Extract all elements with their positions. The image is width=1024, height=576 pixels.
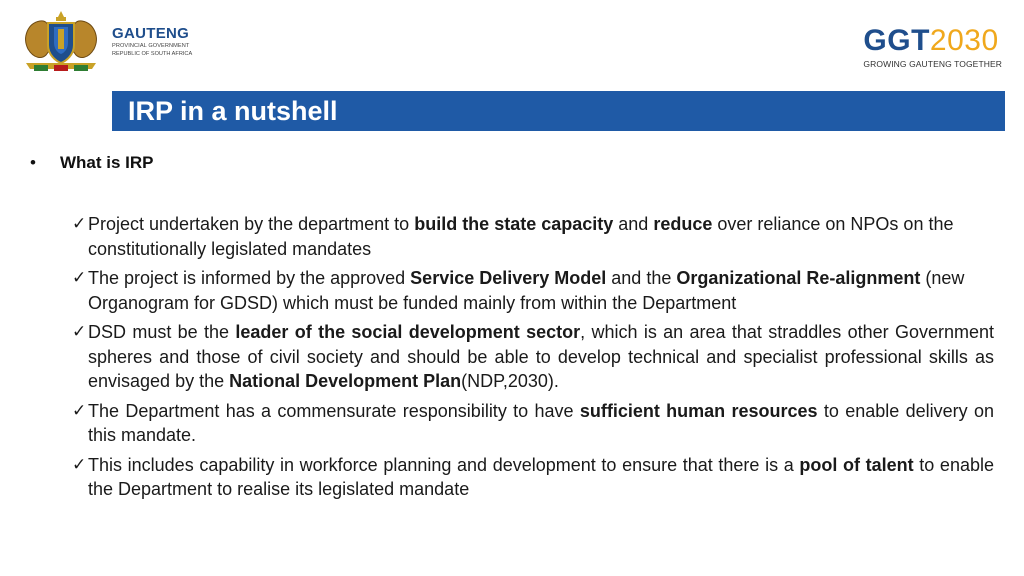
gauteng-logo-sub1: PROVINCIAL GOVERNMENT [112, 43, 190, 50]
list-item-text: The Department has a commensurate responsibility to have sufficient human resources to enable delivery on this mandate. [88, 400, 994, 445]
checkmark-icon: ✓ [72, 322, 87, 341]
list-item-text: DSD must be the leader of the social development sector, which is an area that straddles other Government spheres and those of civil society and should be able to develop technical and specialist professional skills as envisaged by the National Development Plan(NDP,2030). [88, 322, 995, 391]
ggt-logo-tagline: GROWING GAUTENG TOGETHER [863, 59, 1002, 69]
ggt-logo-part1: GGT [863, 24, 930, 57]
gauteng-logo-name: GAUTENG [112, 25, 190, 43]
checkmark-icon: ✓ [72, 268, 87, 287]
gauteng-logo [18, 8, 208, 76]
list-item-text: Project undertaken by the department to build the state capacity and reduce over reliance on NPOs on the constitutionally legislated mandates [88, 214, 954, 259]
checkmark-icon: ✓ [72, 400, 87, 420]
list-item [72, 453, 994, 502]
section-heading [30, 153, 154, 173]
checklist [72, 212, 994, 507]
coat-of-arms-icon [18, 9, 104, 75]
slide-title: IRP in a nutshell [128, 95, 338, 126]
ggt-logo-part2: 2030 [929, 24, 999, 57]
checkmark-icon: ✓ [72, 454, 87, 474]
bullet-icon: • [30, 153, 36, 172]
list-item-text: This includes capability in workforce planning and development to ensure that there is a pool of talent to enable the Department to realise its legislated mandate [88, 454, 994, 499]
list-item [72, 399, 994, 448]
title-banner [112, 91, 1005, 131]
section-title: What is IRP [60, 153, 154, 172]
list-item [72, 266, 994, 315]
checkmark-icon: ✓ [72, 214, 87, 233]
list-item [72, 320, 994, 394]
ggt2030-logo [863, 26, 1002, 69]
list-item-text: The project is informed by the approved Service Delivery Model and the Organizational Re-alignment (new Organogram for GDSD) which must be funded mainly from within the Department [88, 268, 965, 313]
list-item [72, 212, 994, 261]
gauteng-logo-sub2: REPUBLIC OF SOUTH AFRICA [112, 51, 193, 57]
